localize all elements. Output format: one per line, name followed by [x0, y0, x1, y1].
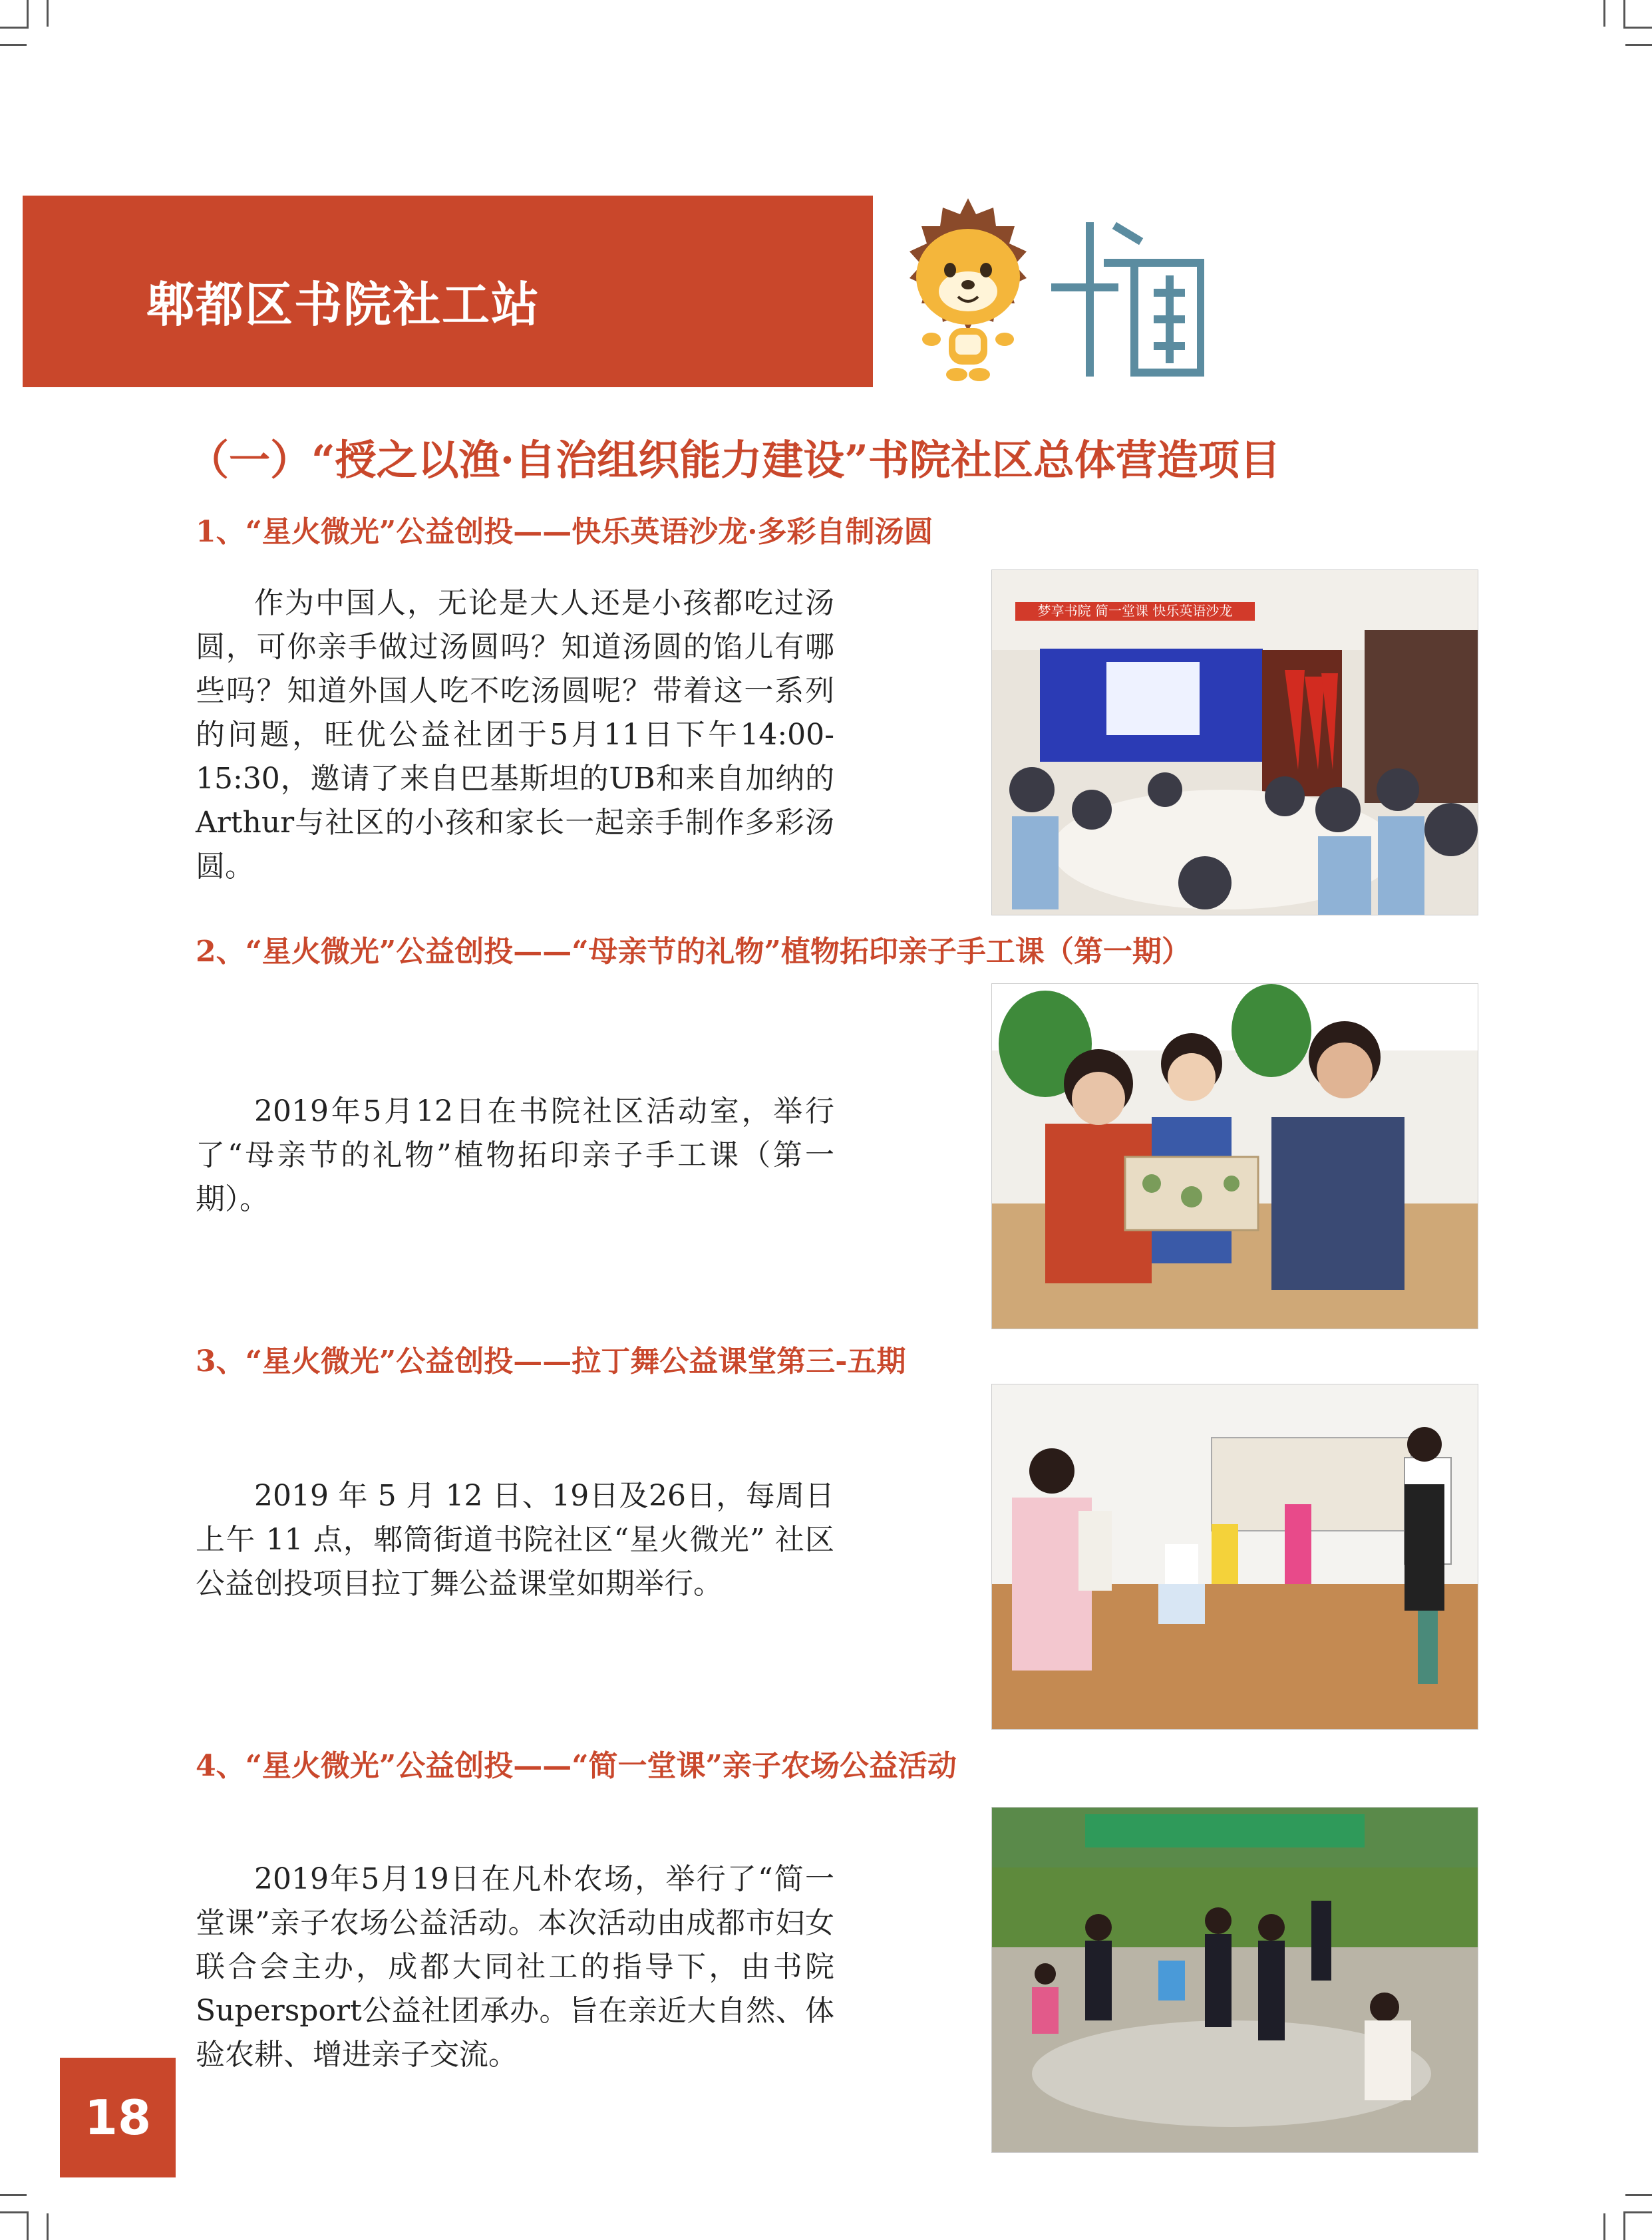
crop-line	[1625, 2194, 1652, 2196]
photo-english-salon	[991, 569, 1478, 915]
photo-banner-text: 梦享书院 简一堂课 快乐英语沙龙	[1037, 603, 1233, 619]
photo-plant-printing	[991, 983, 1478, 1329]
paragraph-1: 作为中国人，无论是大人还是小孩都吃过汤圆，可你亲手做过汤圆吗？知道汤圆的馅儿有哪些吗？知道外国人吃不吃汤圆呢？带着这一系列的问题，旺优公益社团于5月11日下午14:00-15:30，邀请了来自巴基斯坦的UB和来自加纳的Arthur与社区的小孩和家长一起亲手制作多彩汤圆。	[196, 586, 834, 883]
crop-line	[47, 2213, 49, 2240]
crop-mark-bottom-left	[0, 2211, 29, 2240]
lion-mascot-icon	[885, 192, 1051, 391]
photo-family-farm	[991, 1807, 1478, 2153]
subsection-title-3: 3、“星火微光”公益创投——拉丁舞公益课堂第三-五期	[196, 1345, 906, 1378]
page-number: 18	[60, 2058, 176, 2177]
photo-latin-dance	[991, 1384, 1478, 1730]
subsection-title-4: 4、“星火微光”公益创投——“简一堂课”亲子农场公益活动	[196, 1749, 957, 1783]
subsection-title-1: 1、“星火微光”公益创投——快乐英语沙龙·多彩自制汤圆	[196, 515, 933, 549]
section-heading: （一）“授之以渔·自治组织能力建设”书院社区总体营造项目	[188, 436, 1281, 484]
paragraph-3: 2019 年 5 月 12 日、19日及26日，每周日上午 11 点，郫筒街道书院社区“星火微光” 社区公益创投项目拉丁舞公益课堂如期举行。	[196, 1479, 834, 1601]
crop-mark-bottom-right	[1623, 2211, 1652, 2240]
shuyuan-logo-icon	[1051, 213, 1204, 379]
crop-line	[1603, 0, 1605, 27]
header-banner	[23, 196, 873, 387]
crop-line	[1625, 44, 1652, 46]
paragraph-4: 2019年5月19日在凡朴农场，举行了“简一堂课”亲子农场公益活动。本次活动由成都市妇女联合会主办，成都大同社工的指导下，由书院Supersport公益社团承办。旨在亲近大自然、体验农耕、增进亲子交流。	[196, 1862, 834, 2072]
subsection-title-2: 2、“星火微光”公益创投——“母亲节的礼物”植物拓印亲子手工课（第一期）	[196, 935, 1191, 969]
page-title: 郫都区书院社工站	[146, 276, 541, 333]
paragraph-2: 2019年5月12日在书院社区活动室，举行了“母亲节的礼物”植物拓印亲子手工课（第一期）。	[196, 1094, 834, 1216]
crop-line	[47, 0, 49, 27]
crop-line	[1603, 2213, 1605, 2240]
crop-mark-top-right	[1623, 0, 1652, 29]
crop-line	[0, 44, 27, 46]
crop-line	[0, 2194, 27, 2196]
crop-mark-top-left	[0, 0, 29, 29]
